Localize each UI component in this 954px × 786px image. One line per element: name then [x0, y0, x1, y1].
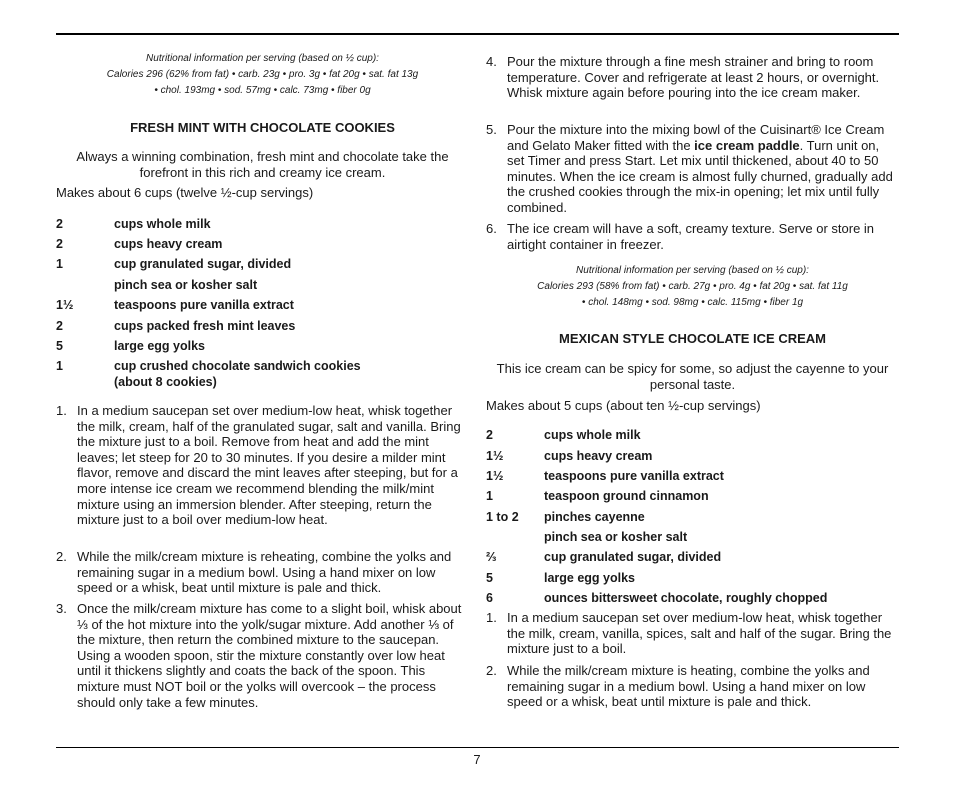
ingredient-item: cups whole milk — [544, 428, 641, 442]
step-number: 1. — [486, 610, 497, 625]
ingredient-qty: 5 — [486, 571, 493, 585]
ingredient-qty: 2 — [56, 237, 63, 251]
step-text: In a medium saucepan set over medium-low heat, whisk together the milk, cream, vanilla, spices, salt and half of the sugar. Bring the mixture just to a boil. — [507, 610, 892, 657]
step-text: While the milk/cream mixture is heating, combine the yolks and remaining sugar in a medium bowl. Using a hand mixer on low speed or a whisk, beat until mixture is pale and thick. — [507, 663, 870, 710]
ingredient-item: teaspoon ground cinnamon — [544, 489, 709, 503]
ingredient-qty: 2 — [56, 319, 63, 333]
step-text — [507, 122, 899, 216]
ingredient-qty: 2 — [56, 217, 63, 231]
ingredient-qty: 1 to 2 — [486, 510, 519, 524]
step-number: 4. — [486, 54, 497, 69]
recipe-title-mint: FRESH MINT WITH CHOCOLATE COOKIES — [130, 120, 395, 135]
recipe-intro-mexican: This ice cream can be spicy for some, so adjust the cayenne to your personal taste. — [496, 361, 889, 392]
ingredient-qty: 1 — [56, 257, 63, 271]
ingredient-qty: 2 — [486, 428, 493, 442]
ingredient-qty: 1½ — [56, 298, 74, 312]
step-text: In a medium saucepan set over medium-low heat, whisk together the milk, cream, half of the granulated sugar, salt and vanilla. Bring the mixture just to a boil. Remove from heat and add the mint leaves; let steep for 20 to 30 minutes. If you desire a milder mint flavor, remove and discard the mint leaves after steeping, but for a more intense ice cream we recommend blending the milk/mint mixture using an immersion blender. After steeping, return the mixture just to a boil over medium-low heat. — [77, 403, 461, 528]
ingredient-qty: 1½ — [486, 469, 504, 483]
ingredient-item: cups heavy cream — [114, 237, 223, 251]
step-text: Once the milk/cream mixture has come to a slight boil, whisk about ⅓ of the hot mixture into the yolk/sugar mixture. Add another ⅓ of the mixture, then return the combined mixture to the saucepan. Using a wooden spoon, stir the mixture constantly over low heat until it thickens slightly and coats the back of the spoon. This mixture must NOT boil or the yolks will overcook – the process should only take a few minutes. — [77, 601, 462, 710]
nutrition-line: Nutritional information per serving (based on ½ cup): — [576, 265, 809, 276]
recipe-intro-mint: Always a winning combination, fresh mint and chocolate take the forefront in this rich and creamy ice cream. — [76, 149, 449, 180]
ingredient-item: cups packed fresh mint leaves — [114, 319, 296, 333]
ingredient-item: cup granulated sugar, divided — [114, 257, 292, 271]
ingredient-item: pinch sea or kosher salt — [544, 530, 688, 544]
nutrition-line: Nutritional information per serving (based on ½ cup): — [146, 53, 379, 64]
step-number: 1. — [56, 403, 67, 418]
ingredient-item: pinch sea or kosher salt — [114, 278, 258, 292]
ingredient-item: teaspoons pure vanilla extract — [544, 469, 724, 483]
ingredient-item: cup crushed chocolate sandwich cookies (about 8 cookies) — [114, 359, 361, 389]
ingredient-qty: ⅔ — [486, 550, 497, 564]
top-rule — [56, 33, 899, 35]
step-text-part: Pour the mixture into the mixing bowl of the Cuisinart® Ice Cream and Gelato Maker fitted with the — [507, 122, 885, 153]
ingredient-item: large egg yolks — [114, 339, 206, 353]
step-number: 3. — [56, 601, 67, 616]
ingredient-item: cups whole milk — [114, 217, 211, 231]
ingredient-item: large egg yolks — [544, 571, 636, 585]
bottom-rule — [56, 747, 899, 748]
ingredient-item: pinches cayenne — [544, 510, 645, 524]
nutrition-line: • chol. 148mg • sod. 98mg • calc. 115mg • fiber 1g — [581, 297, 804, 308]
nutrition-info-mint-final — [486, 263, 899, 311]
nutrition-line: Calories 293 (58% from fat) • carb. 27g • pro. 4g • fat 20g • sat. fat 11g — [537, 281, 848, 292]
ingredient-item: ounces bittersweet chocolate, roughly chopped — [544, 591, 828, 605]
ingredient-qty: 6 — [486, 591, 493, 605]
recipe-yield-mexican: Makes about 5 cups (about ten ½-cup servings) — [486, 398, 761, 413]
recipe-title-mexican: MEXICAN STYLE CHOCOLATE ICE CREAM — [559, 331, 826, 346]
step-number: 2. — [486, 663, 497, 678]
step-text-bold: ice cream paddle — [694, 137, 800, 153]
nutrition-info-mint — [56, 51, 469, 99]
ingredient-qty: 1½ — [486, 449, 504, 463]
step-number: 6. — [486, 221, 497, 236]
nutrition-line: Calories 296 (62% from fat) • carb. 23g • pro. 3g • fat 20g • sat. fat 13g — [106, 69, 419, 80]
nutrition-line: • chol. 193mg • sod. 57mg • calc. 73mg • fiber 0g — [154, 85, 371, 96]
step-text: The ice cream will have a soft, creamy texture. Serve or store in airtight container in freezer. — [507, 221, 875, 252]
step-number: 2. — [56, 549, 67, 564]
ingredient-item: cup granulated sugar, divided — [544, 550, 722, 564]
ingredient-item: teaspoons pure vanilla extract — [114, 298, 294, 312]
step-number: 5. — [486, 122, 497, 137]
ingredient-item: cups heavy cream — [544, 449, 653, 463]
ingredient-qty: 1 — [56, 359, 63, 373]
ingredient-qty: 5 — [56, 339, 63, 353]
step-text-part: . Turn unit on, set Timer and press Start. Let mix until thickened, about 40 to 50 minutes. When the ice cream is almost fully churned, gradually add the crushed cookies through the mix-in opening; let mix until fully combined. — [507, 137, 893, 215]
recipe-yield-mint: Makes about 6 cups (twelve ½-cup servings) — [56, 185, 314, 200]
page-number: 7 — [473, 752, 481, 767]
ingredient-qty: 1 — [486, 489, 493, 503]
step-text: Pour the mixture through a fine mesh strainer and bring to room temperature. Cover and refrigerate at least 2 hours, or overnight. Whisk mixture again before pouring into the ice cream maker. — [507, 54, 880, 101]
step-text: While the milk/cream mixture is reheating, combine the yolks and remaining sugar in a medium bowl. Using a hand mixer on low speed or a whisk, beat until mixture is pale and thick. — [77, 549, 452, 596]
